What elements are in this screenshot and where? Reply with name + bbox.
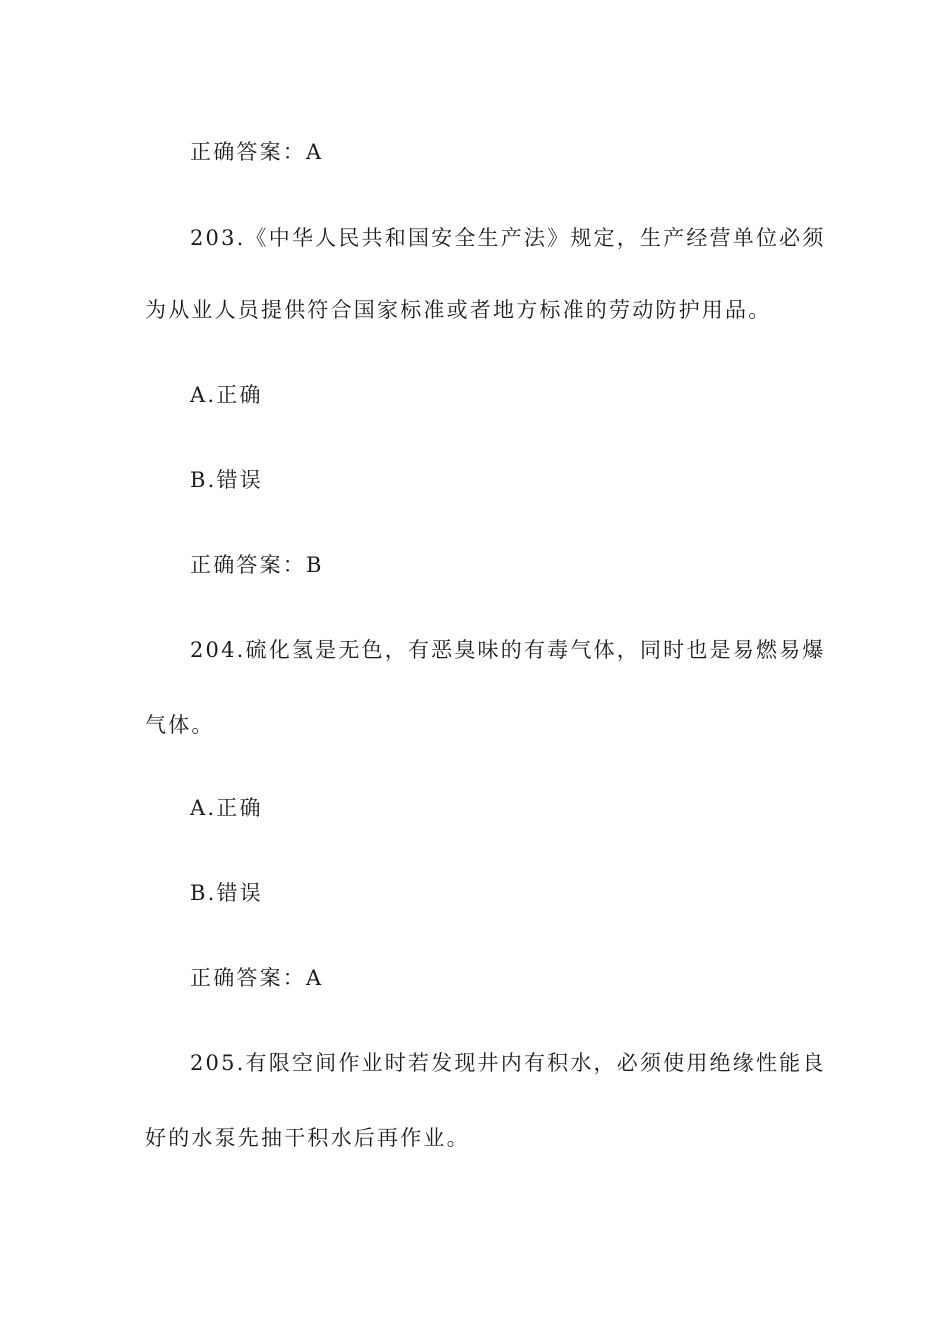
option-b: B.错误: [190, 881, 263, 905]
question-203-first-line: 203.《中华人民共和国安全生产法》规定，生产经营单位必须: [190, 226, 826, 250]
question-204-continuation: 气体。: [145, 713, 215, 737]
answer-line: 正确答案：A: [190, 140, 324, 164]
question-205-continuation: 好的水泵先抽干积水后再作业。: [145, 1126, 470, 1150]
question-205-first-line: 205.有限空间作业时若发现井内有积水，必须使用绝缘性能良: [190, 1051, 826, 1075]
answer-line: 正确答案：B: [190, 553, 324, 577]
option-b: B.错误: [190, 468, 263, 492]
answer-line: 正确答案：A: [190, 966, 324, 990]
question-204-first-line: 204.硫化氢是无色，有恶臭味的有毒气体，同时也是易燃易爆: [190, 638, 826, 662]
option-a: A.正确: [190, 383, 263, 407]
option-a: A.正确: [190, 796, 263, 820]
question-203-continuation: 为从业人员提供符合国家标准或者地方标准的劳动防护用品。: [145, 298, 772, 322]
